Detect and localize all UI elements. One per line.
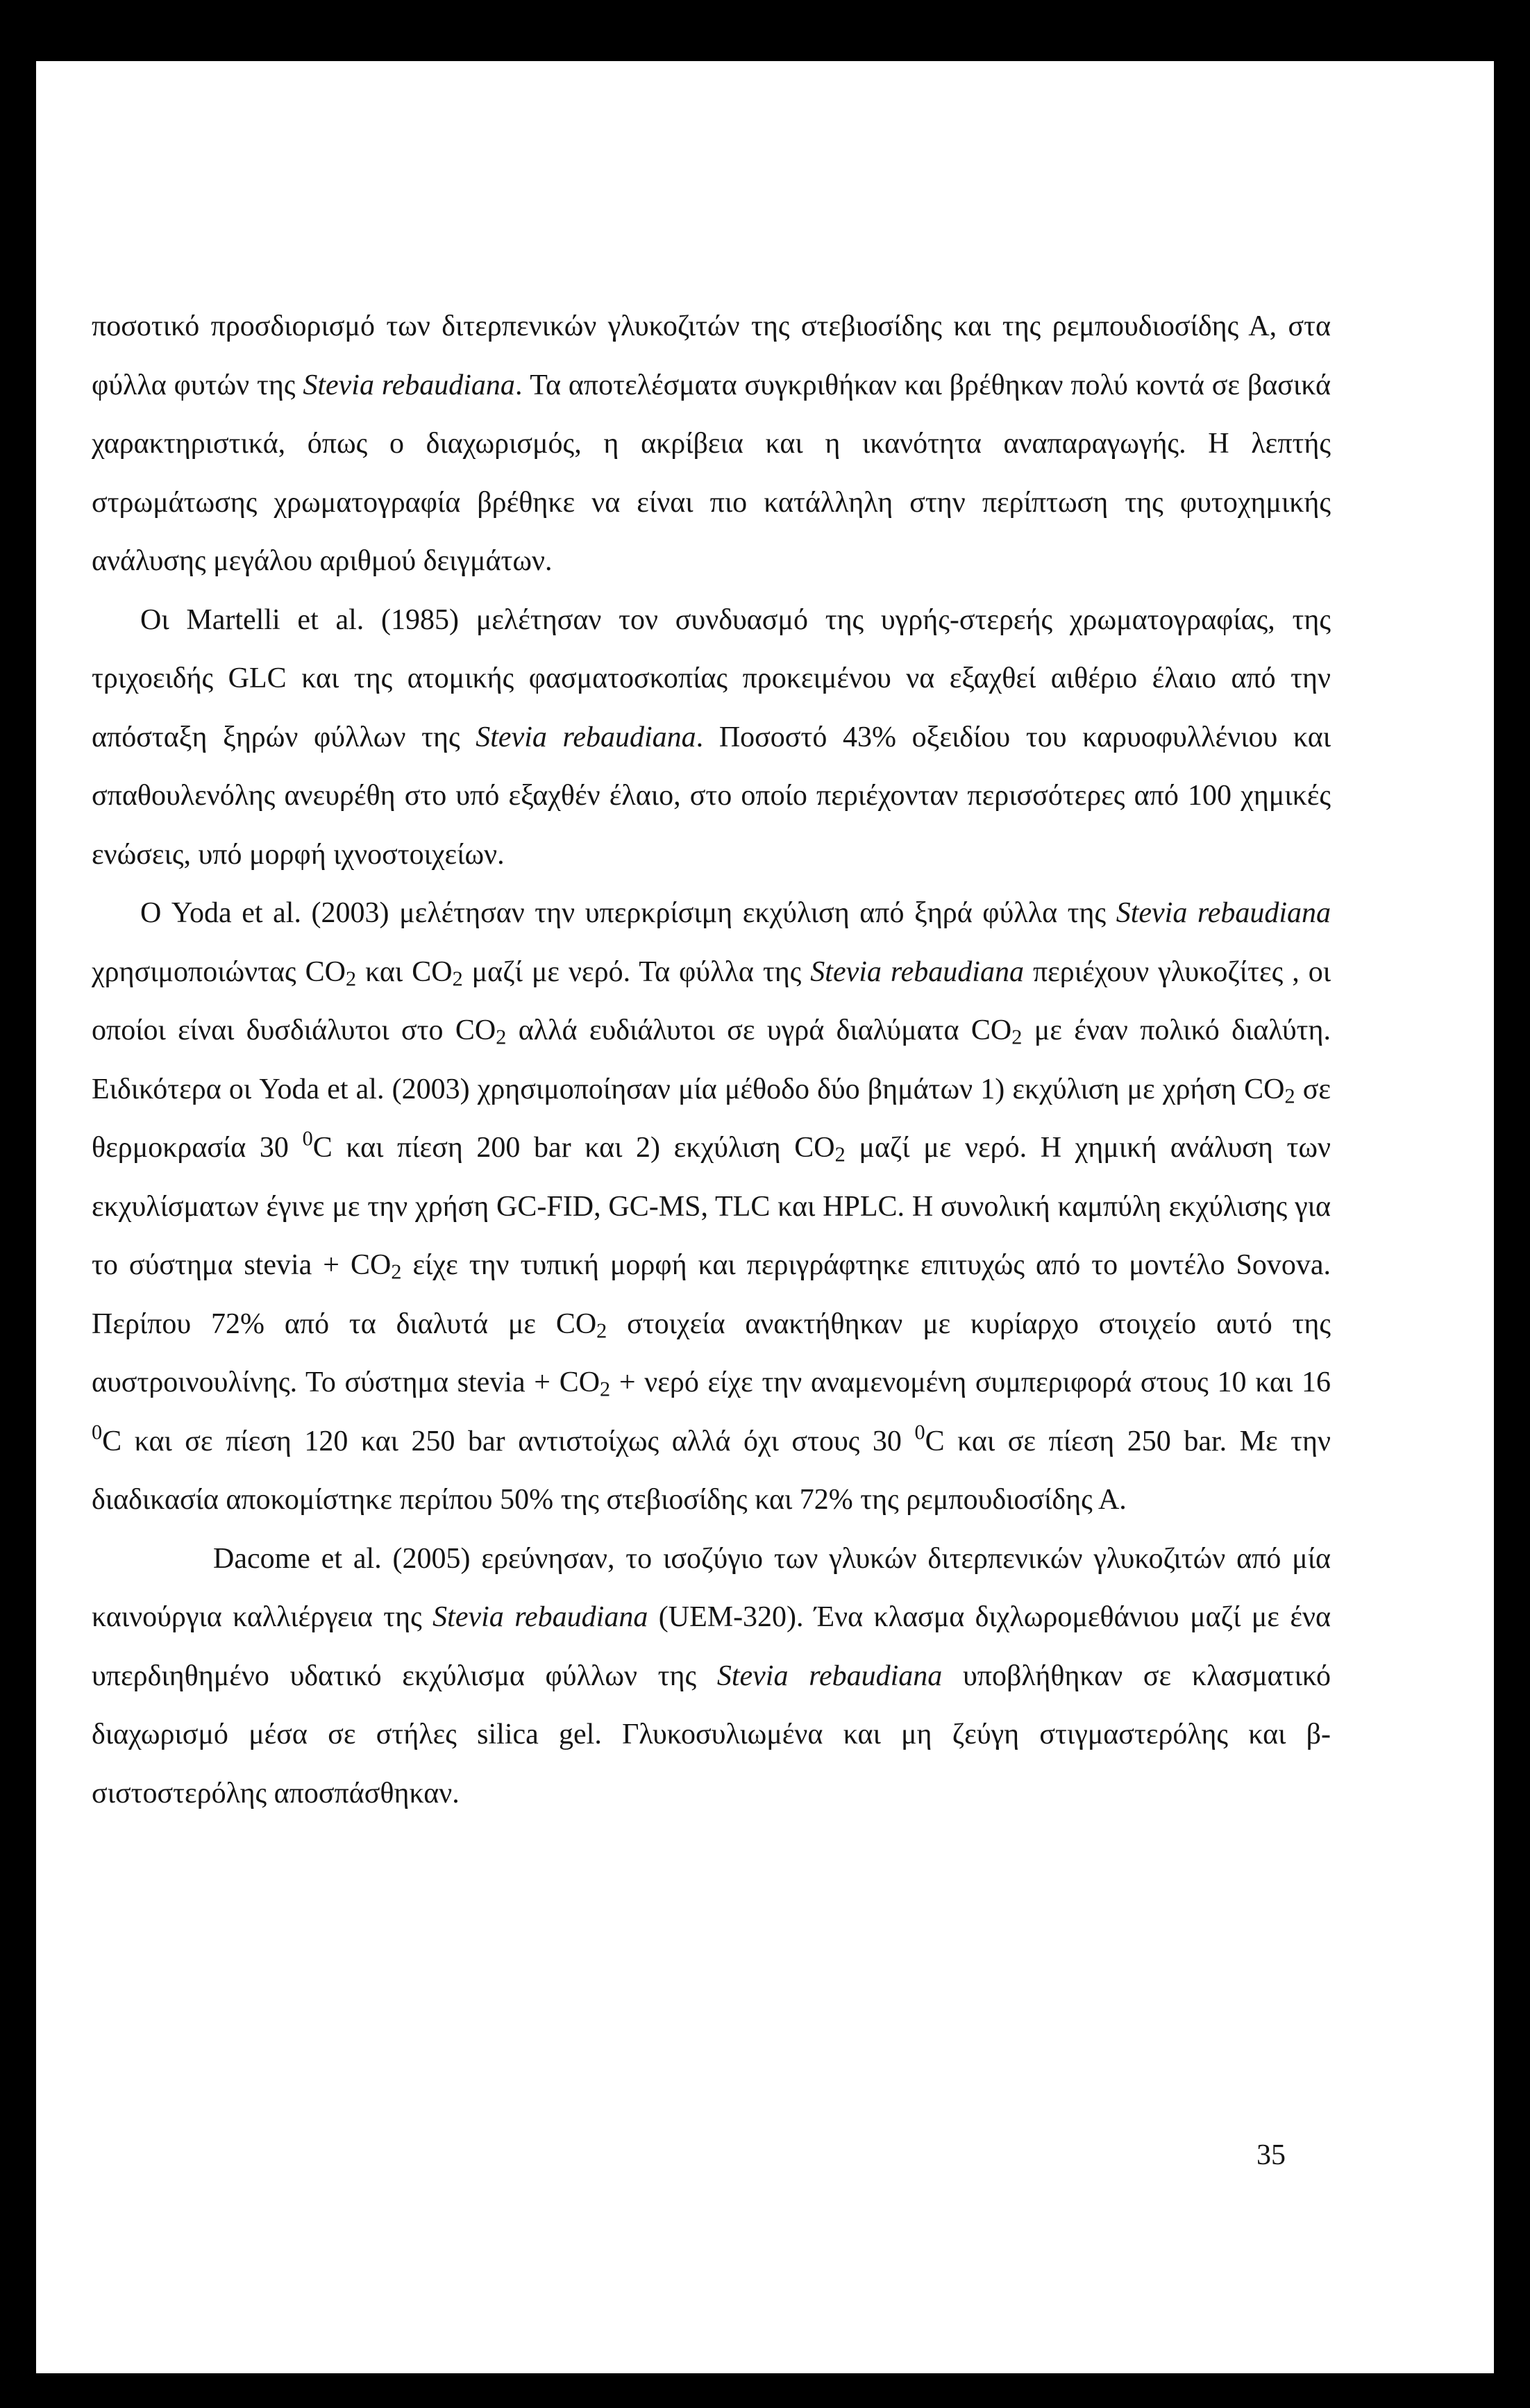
paragraph-yoda: [92, 884, 1331, 1530]
paragraph-dacome: [92, 1530, 1331, 1823]
text-run: είχε την τυπική μορφή και περιγράφτηκε επιτυχώς από το μοντέλο Sovova. Περίπου 72% από τα διαλυτά με CO: [92, 1249, 1331, 1340]
text-run: μαζί με νερό. Η χημική ανάλυση των εκχυλίσματων έγινε με την χρήση GC-FID, GC-MS, TLC και HPLC. Η συνολική καμπύλη εκχύλισης για το σύστημα stevia + CO: [92, 1132, 1331, 1281]
subscript: 2: [600, 1377, 611, 1401]
text-run: στοιχεία ανακτήθηκαν με κυρίαρχο στοιχείο αυτό της αυστροινουλίνης. Το σύστημα stevia + CO: [92, 1307, 1331, 1398]
species-name: Stevia rebaudiana: [1116, 897, 1331, 929]
species-name: Stevia rebaudiana: [432, 1601, 648, 1633]
species-name: Stevia rebaudiana: [716, 1659, 943, 1692]
text-run: και CO: [356, 955, 453, 988]
text-run: σε θερμοκρασία 30: [92, 1073, 1331, 1164]
text-run: + νερό είχε την αναμενομένη συμπεριφορά στους 10 και 16: [610, 1366, 1331, 1398]
species-name: Stevia rebaudiana: [810, 955, 1024, 988]
text-run: μαζί με νερό. Τα φύλλα της: [462, 955, 811, 988]
text-run: Οι Martelli et al. (1985) μελέτησαν τον συνδυασμό της υγρής-στερεής χρωματογραφίας, της τριχοειδής GLC και της ατομικής φασματοσκοπίας προκειμένου να εξαχθεί αιθέριο έλαιο από την απόσταξη ξηρών φύλλων της: [92, 603, 1331, 753]
text-run: . Ποσοστό 43% οξειδίου του καρυοφυλλένιου και σπαθουλενόλης ανευρέθη στο υπό εξαχθέν έλαιο, στο οποίο περιέχονταν περισσότερες από 100 χημικές ενώσεις, υπό μορφή ιχνοστοιχείων.: [92, 721, 1331, 871]
text-run: με έναν πολικό διαλύτη. Ειδικότερα οι Yoda et al. (2003) χρησιμοποίησαν μία μέθοδο δύο βημάτων 1) εκχύλιση με χρήση CO: [92, 1014, 1331, 1105]
subscript: 2: [834, 1142, 846, 1167]
text-run: (UEM-320). Ένα κλασμα διχλωρομεθάνιου μαζί με ένα υπερδιηθημένο υδατικό εκχύλισμα φύλλων της: [92, 1601, 1331, 1692]
superscript: 0: [302, 1126, 313, 1151]
subscript: 2: [496, 1025, 507, 1049]
subscript: 2: [391, 1260, 402, 1284]
text-run: C και σε πίεση 120 και 250 bar αντιστοίχως αλλά όχι στους 30: [102, 1425, 915, 1457]
text-run: υποβλήθηκαν σε κλασματικό διαχωρισμό μέσα σε στήλες silica gel. Γλυκοσυλιωμένα και μη ζεύγη στιγμαστερόλης και β-σιστοστερόλης αποσπάσθηκαν.: [92, 1659, 1331, 1809]
text-run: . Τα αποτελέσματα συγκριθήκαν και βρέθηκαν πολύ κοντά σε βασικά χαρακτηριστικά, όπως ο διαχωρισμός, η ακρίβεια και η ικανότητα αναπαραγωγής. Η λεπτής στρωμάτωσης χρωματογραφία βρέθηκε να είναι πιο κατάλληλη στην περίπτωση της φυτοχημικής ανάλυσης μεγάλου αριθμού δειγμάτων.: [92, 369, 1331, 577]
text-run: χρησιμοποιώντας CO: [92, 955, 346, 988]
superscript: 0: [92, 1419, 103, 1444]
document-page: [36, 61, 1494, 2373]
subscript: 2: [596, 1319, 607, 1343]
subscript: 2: [1011, 1025, 1023, 1049]
page-number: 35: [1256, 2139, 1286, 2171]
text-run: C και πίεση 200 bar και 2) εκχύλιση CO: [312, 1132, 835, 1164]
paragraph-martelli: [92, 591, 1331, 885]
subscript: 2: [452, 967, 463, 991]
text-run: αλλά ευδιάλυτοι σε υγρά διαλύματα CO: [506, 1014, 1012, 1046]
subscript: 2: [1284, 1084, 1295, 1108]
text-run: ποσοτικό προσδιορισμό των διτερπενικών γλυκοζιτών της στεβιοσίδης και της ρεμπουδιοσίδης Α, στα φύλλα φυτών της: [92, 310, 1331, 401]
species-name: Stevia rebaudiana: [476, 721, 696, 753]
body-text: [92, 297, 1331, 1823]
text-run: περιέχουν γλυκοζίτες , οι οποίοι είναι δυσδιάλυτοι στο CO: [92, 955, 1331, 1046]
text-run: C και σε πίεση 250 bar. Με την διαδικασία αποκομίστηκε περίπου 50% της στεβιοσίδης και 72% της ρεμπουδιοσίδης Α.: [92, 1425, 1331, 1516]
subscript: 2: [346, 967, 357, 991]
species-name: Stevia rebaudiana: [303, 369, 515, 401]
text-run: Dacome et al. (2005) ερεύνησαν, το ισοζύγιο των γλυκών διτερπενικών γλυκοζιτών από μία καινούργια καλλιέργεια της: [92, 1542, 1331, 1633]
text-run: Ο Yoda et al. (2003) μελέτησαν την υπερκρίσιμη εκχύλιση από ξηρά φύλλα της: [140, 897, 1116, 929]
superscript: 0: [914, 1419, 925, 1444]
paragraph-intro: [92, 297, 1331, 591]
